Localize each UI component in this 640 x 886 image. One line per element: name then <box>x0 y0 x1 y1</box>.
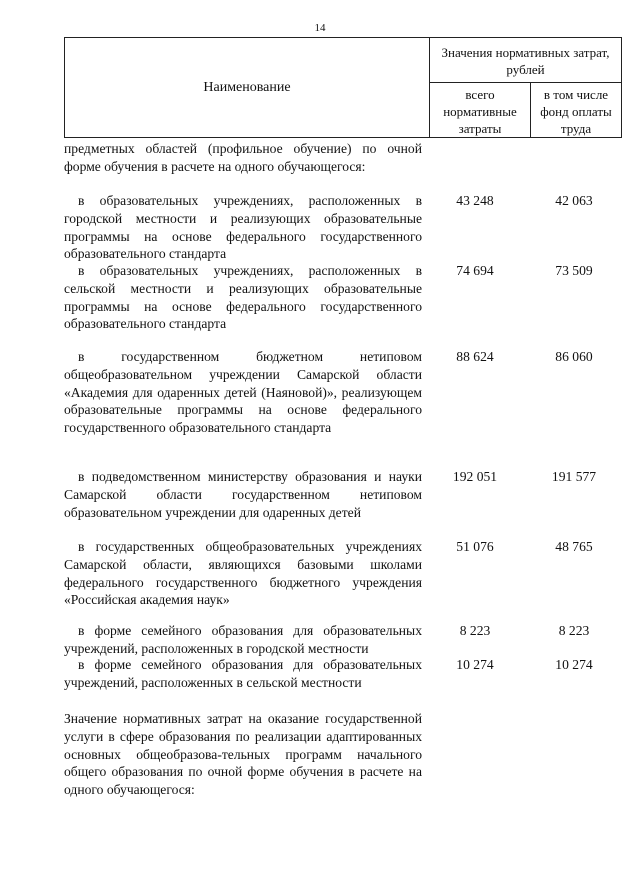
row-text: в форме семейного образования для образовательных учреждений, расположенных в городской местности <box>64 623 422 656</box>
row-total: 51 076 <box>456 539 494 554</box>
row-wage: 48 765 <box>555 539 593 554</box>
row-total: 88 624 <box>456 349 494 364</box>
row-text: в государственных общеобразовательных учреждениях Самарской области, являющихся базовыми школами федерального государственного бюджетного учреждения «Российская академия наук» <box>64 539 422 608</box>
row-text: в подведомственном министерству образования и науки Самарской области государственном нетиповом образовательном учреждении для одаренных детей <box>64 469 422 520</box>
row-total: 74 694 <box>456 263 494 278</box>
row-wage: 8 223 <box>558 623 590 638</box>
row-total: 43 248 <box>456 193 494 208</box>
closing-text: Значение нормативных затрат на оказание государственной услуги в сфере образования по реализации адаптированных основных общеобразова-тельных программ начального общего образования по очной форме обучения в расчете на одного обучающегося: <box>64 711 422 798</box>
header-values-title: Значения нормативных затрат, рублей <box>441 45 610 77</box>
row-wage: 42 063 <box>555 193 593 208</box>
row-total: 10 274 <box>456 657 494 672</box>
row-wage: 86 060 <box>555 349 593 364</box>
header-col-total: всего нормативные затраты <box>443 87 517 136</box>
row-total: 192 051 <box>452 469 498 484</box>
row-text: в образовательных учреждениях, расположенных в городской местности и реализующих образовательные программы на основе федерального государственного образовательного стандарта <box>64 193 422 262</box>
header-col-wage: в том числе фонд оплаты труда <box>540 87 612 136</box>
row-text: в образовательных учреждениях, расположенных в сельской местности и реализующих образовательные программы на основе федерального государственного образовательного стандарта <box>64 263 422 332</box>
row-wage: 73 509 <box>555 263 593 278</box>
row-text: в форме семейного образования для образовательных учреждений, расположенных в сельской местности <box>64 657 422 690</box>
row-wage: 10 274 <box>555 657 593 672</box>
row-wage: 191 577 <box>551 469 597 484</box>
row-total: 8 223 <box>459 623 491 638</box>
header-name: Наименование <box>203 80 291 95</box>
row-text: в государственном бюджетном нетиповом общеобразовательном учреждении Самарской области «Академия для одаренных детей (Наяновой)», реализующем образовательные программы на основе федерального государственного образовательного стандарта <box>64 349 422 436</box>
table-header <box>64 37 622 138</box>
intro-text: предметных областей (профильное обучение) по очной форме обучения в расчете на одного обучающегося: <box>64 141 422 174</box>
page-number: 14 <box>314 22 326 34</box>
header-divider <box>429 82 621 83</box>
